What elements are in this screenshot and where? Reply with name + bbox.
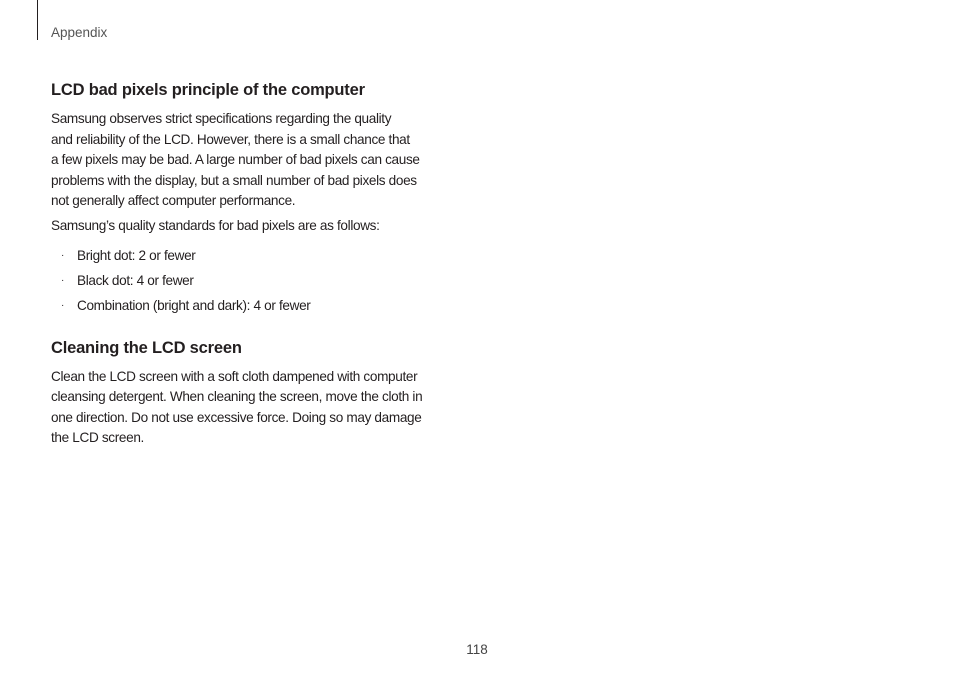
bullet-dot-icon: · [61,249,64,261]
text-line: one direction. Do not use excessive force. Doing so may damage [51,409,422,425]
page-number: 118 [466,642,488,657]
list-item [51,293,461,318]
text-line: cleansing detergent. When cleaning the screen, move the cloth in [51,389,423,405]
text-line: Clean the LCD screen with a soft cloth dampened with computer [51,368,418,384]
text-line: problems with the display, but a small number of bad pixels does [51,172,417,188]
paragraph-lcd-specifications [51,109,461,212]
list-item [51,268,461,293]
paragraph-quality-standards [51,216,461,237]
section-label: Appendix [51,25,108,40]
text-line: a few pixels may be bad. A large number of bad pixels can cause [51,152,420,168]
heading-lcd-bad-pixels: LCD bad pixels principle of the computer [51,81,365,99]
list-item [51,243,461,268]
list-item-text: Combination (bright and dark): 4 or fewer [77,297,311,313]
text-line: not generally affect computer performance. [51,193,296,209]
page-content [51,80,461,449]
heading-cleaning-lcd: Cleaning the LCD screen [51,338,242,357]
list-item-text: Bright dot: 2 or fewer [77,247,196,263]
text-line: and reliability of the LCD. However, there is a small chance that [51,131,410,147]
page-margin-rule [37,0,38,40]
paragraph-cleaning-instructions [51,367,461,449]
bad-pixel-standards-list [51,243,461,318]
bullet-dot-icon: · [61,299,64,311]
text-line: Samsung observes strict specifications regarding the quality [51,111,392,126]
text-line: Samsung’s quality standards for bad pixels are as follows: [51,217,380,233]
text-line: the LCD screen. [51,430,144,446]
list-item-text: Black dot: 4 or fewer [77,272,194,288]
bullet-dot-icon: · [61,274,64,286]
